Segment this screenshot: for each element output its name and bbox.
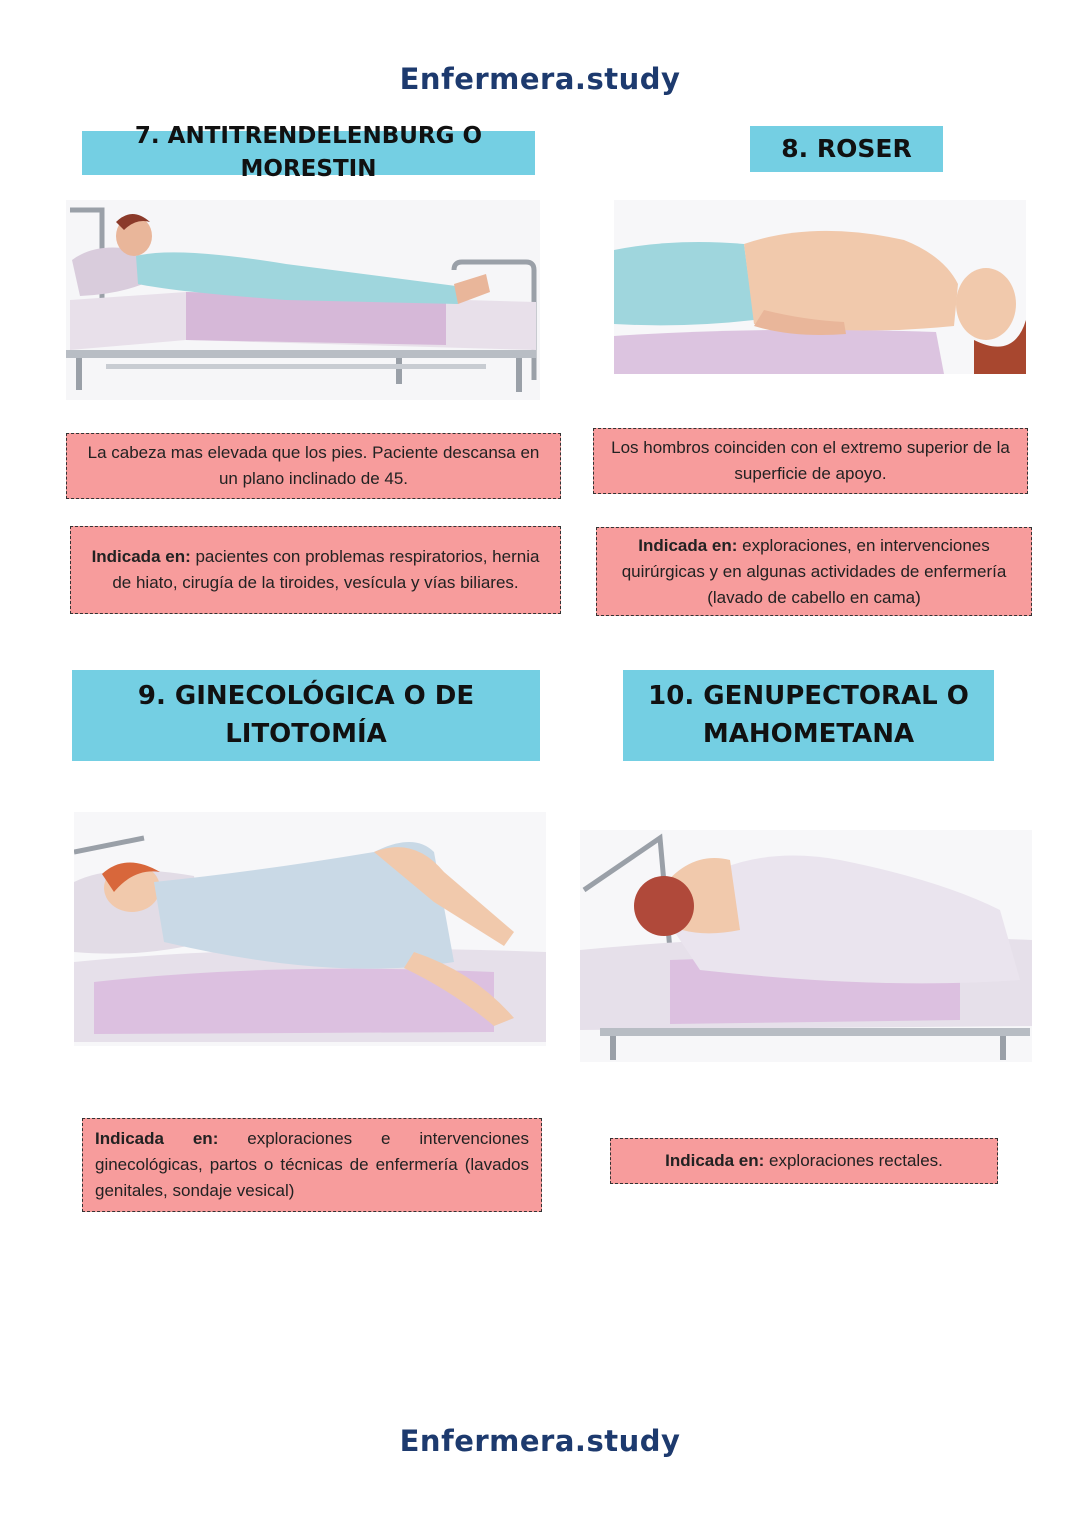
title-line-2: MAHOMETANA: [702, 718, 915, 749]
title-ginecologica: [72, 670, 540, 761]
title-line-2: LITOTOMÍA: [225, 718, 387, 749]
indication-text: exploraciones, en intervenciones quirúrgicas y en algunas actividades de enfermería (lavado de cabello en cama): [621, 535, 1007, 607]
patient-supine-inclined-bed-icon: [66, 200, 540, 400]
indication-box-10: [610, 1138, 998, 1184]
patient-knee-chest-icon: [580, 830, 1032, 1062]
indication-box-9: [82, 1118, 542, 1212]
title-genupectoral: [623, 670, 994, 761]
description-box-8: Los hombros coinciden con el extremo superior de la superficie de apoyo.: [593, 428, 1028, 494]
brand-header: Enfermera.study: [399, 62, 681, 96]
indication-text: exploraciones rectales.: [764, 1151, 943, 1170]
indication-box-7: [70, 526, 561, 614]
title-roser: 8. ROSER: [750, 126, 943, 172]
title-line-1: 10. GENUPECTORAL O: [648, 680, 969, 711]
title-line-1: 9. GINECOLÓGICA O DE: [137, 680, 475, 711]
indication-label: Indicada en:: [665, 1151, 765, 1170]
patient-lithotomy-icon: [74, 812, 546, 1046]
patient-head-hanging-icon: [614, 200, 1026, 374]
title-antitrendelenburg: 7. ANTITRENDELENBURG O MORESTIN: [82, 131, 535, 175]
indication-label: Indicada en:: [95, 1129, 219, 1148]
indication-box-8: [596, 527, 1032, 616]
indication-label: Indicada en:: [91, 547, 191, 566]
description-box-7: La cabeza mas elevada que los pies. Paciente descansa en un plano inclinado de 45.: [66, 433, 561, 499]
indication-text: pacientes con problemas respiratorios, hernia de hiato, cirugía de la tiroides, vesícula y vías biliares.: [112, 547, 540, 592]
indication-text: exploraciones e intervenciones ginecológicas, partos o técnicas de enfermería (lavados genitales, sondaje vesical): [95, 1129, 529, 1200]
brand-footer: Enfermera.study: [399, 1424, 681, 1458]
indication-label: Indicada en:: [638, 535, 738, 555]
